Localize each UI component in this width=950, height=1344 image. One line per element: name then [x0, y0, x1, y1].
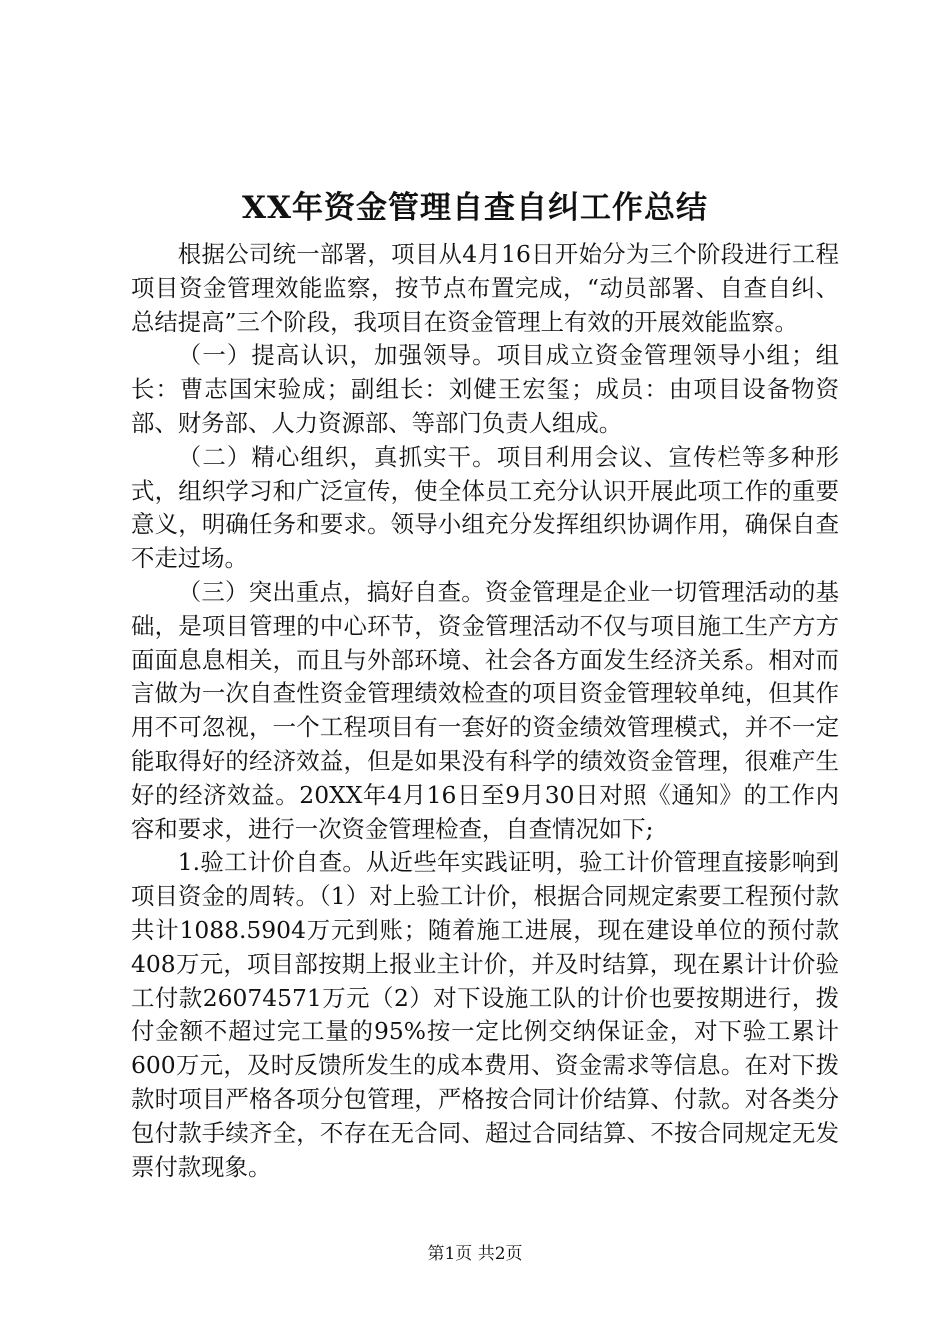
page-number-footer: 第1页 共2页 [427, 1244, 523, 1264]
paragraph-item-1: 1.验工计价自查。从近些年实践证明，验工计价管理直接影响到项目资金的周转。（1）对上验工计价，根据合同规定索要工程预付款共计1088.5904万元到账；随着施工进展，现在建设单位的预付款408万元，项目部按期上报业主计价，并及时结算，现在累计计价验工付款26074571万元（2）对下设施工队的计价也要按期进行，拨付金额不超过完工量的95%按一定比例交纳保证金，对下验工累计600万元，及时反馈所发生的成本费用、资金需求等信息。在对下拨款时项目严格各项分包管理，严格按合同计价结算、付款。对各类分包付款手续齐全，不存在无合同、超过合同结算、不按合同规定无发票付款现象。 [131, 848, 839, 1181]
paragraph-section-1: （一）提高认识，加强领导。项目成立资金管理领导小组；组长：曹志国宋验成；副组长：刘健王宏玺；成员：由项目设备物资部、财务部、人力资源部、等部门负责人组成。 [131, 341, 839, 437]
document-body [131, 238, 839, 1184]
document-title: XX年资金管理自查自纠工作总结 [241, 190, 709, 226]
paragraph-section-3: （三）突出重点，搞好自查。资金管理是企业一切管理活动的基础，是项目管理的中心环节，资金管理活动不仅与项目施工生产方方面面息息相关，而且与外部环境、社会各方面发生经济关系。相对而言做为一次自查性资金管理绩效检查的项目资金管理较单纯，但其作用不可忽视，一个工程项目有一套好的资金绩效管理模式，并不一定能取得好的经济效益，但是如果没有科学的绩效资金管理，很难产生好的经济效益。20XX年4月16日至9月30日对照《通知》的工作内容和要求，进行一次资金管理检查，自查情况如下; [131, 577, 839, 843]
paragraph-section-2: （二）精心组织，真抓实干。项目利用会议、宣传栏等多种形式，组织学习和广泛宣传，使全体员工充分认识开展此项工作的重要意义，明确任务和要求。领导小组充分发挥组织协调作用，确保自查不走过场。 [131, 442, 839, 573]
paragraph-intro: 根据公司统一部署，项目从4月16日开始分为三个阶段进行工程项目资金管理效能监察，按节点布置完成，“动员部署、自查自纠、总结提高”三个阶段，我项目在资金管理上有效的开展效能监察。 [131, 240, 839, 336]
